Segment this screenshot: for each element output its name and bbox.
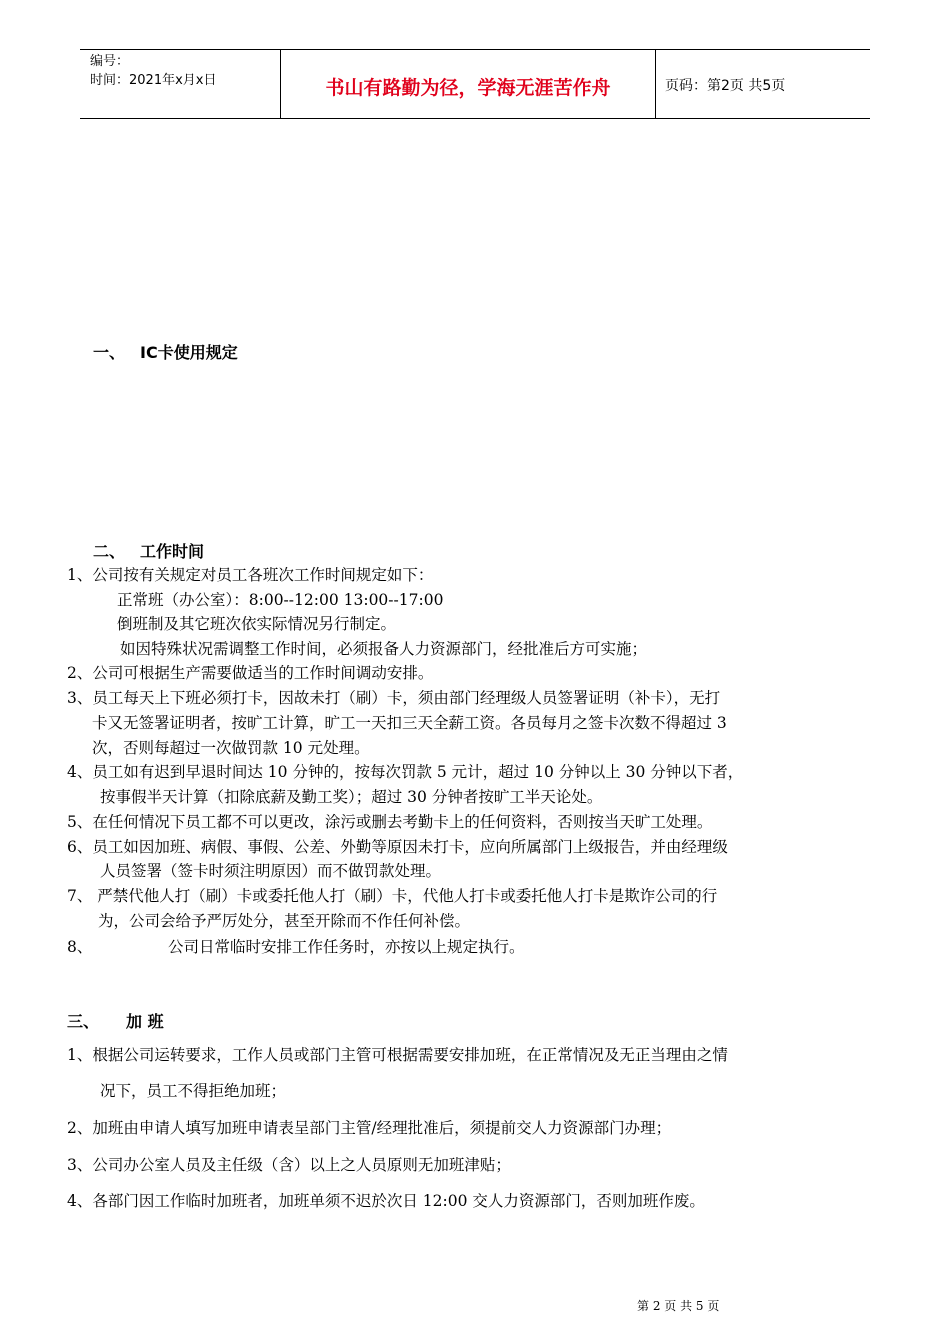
paragraph-line: 5、在任何情况下员工都不可以更改，涂污或删去考勤卡上的任何资料，否则按当天旷工处理。	[67, 813, 713, 831]
paragraph-line: 为，公司会给予严厉处分，甚至开除而不作任何补偿。	[98, 912, 471, 930]
header-motto: 书山有路勤为径，学海无涯苦作舟	[325, 77, 611, 99]
paragraph-line: 3、员工每天上下班必须打卡，因故未打（刷）卡，须由部门经理级人员签署证明（补卡），无打	[67, 689, 721, 707]
paragraph-line: 按事假半天计算（扣除底薪及勤工奖）；超过 30 分钟者按旷工半天论处。	[100, 788, 603, 806]
section-3-number: 三、	[67, 1012, 100, 1031]
doc-date-label: 时间：2021年x月x日	[90, 73, 217, 88]
paragraph-line: 4、各部门因工作临时加班者，加班单须不迟於次日 12:00 交人力资源部门，否则加班作废。	[67, 1192, 705, 1210]
paragraph-line: 次，否则每超过一次做罚款 10 元处理。	[92, 739, 370, 757]
paragraph-line: 1、公司按有关规定对员工各班次工作时间规定如下：	[67, 566, 434, 584]
page-header	[80, 49, 870, 119]
paragraph-line: 况下，员工不得拒绝加班；	[100, 1082, 287, 1100]
paragraph-line: 倒班制及其它班次依实际情况另行制定。	[117, 615, 397, 633]
section-1-title: IC卡使用规定	[140, 343, 238, 362]
section-2-number: 二、	[93, 542, 126, 561]
paragraph-line: 2、加班由申请人填写加班申请表呈部门主管/经理批准后，须提前交人力资源部门办理；	[67, 1119, 672, 1137]
header-divider	[655, 50, 656, 118]
paragraph-line: 公司日常临时安排工作任务时，亦按以上规定执行。	[168, 938, 525, 956]
paragraph-line: 人员签署（签卡时须注明原因）而不做罚款处理。	[100, 862, 442, 880]
section-2-title: 工作时间	[140, 542, 205, 561]
paragraph-line: 6、员工如因加班、病假、事假、公差、外勤等原因未打卡，应向所属部门上级报告，并由经理级	[67, 838, 728, 856]
paragraph-line: 3、公司办公室人员及主任级（含）以上之人员原则无加班津贴；	[67, 1156, 511, 1174]
header-page-number: 页码：第2页 共5页	[665, 78, 786, 94]
section-1-number: 一、	[93, 343, 126, 362]
section-3-title: 加 班	[126, 1012, 164, 1031]
doc-number-label: 编号：	[90, 54, 130, 69]
header-meta	[90, 52, 216, 90]
paragraph-line: 卡又无签署证明者，按旷工计算，旷工一天扣三天全薪工资。各员每月之签卡次数不得超过 3	[92, 714, 727, 732]
page-footer: 第 2 页 共 5 页	[637, 1299, 720, 1313]
paragraph-line: 7、 严禁代他人打（刷）卡或委托他人打（刷）卡，代他人打卡或委托他人打卡是欺诈公司的行	[67, 887, 718, 905]
paragraph-line: 2、公司可根据生产需要做适当的工作时间调动安排。	[67, 664, 434, 682]
paragraph-line: 8、	[67, 938, 93, 956]
paragraph-line: 4、员工如有迟到早退时间达 10 分钟的，按每次罚款 5 元计，超过 10 分钟以上 30 分钟以下者，	[67, 763, 744, 781]
paragraph-line: 如因特殊状况需调整工作时间，必须报备人力资源部门，经批准后方可实施；	[120, 640, 648, 658]
paragraph-line: 1、根据公司运转要求，工作人员或部门主管可根据需要安排加班，在正常情况及无正当理由之情	[67, 1046, 728, 1064]
paragraph-line: 正常班（办公室）：8:00--12:00 13:00--17:00	[117, 591, 444, 609]
